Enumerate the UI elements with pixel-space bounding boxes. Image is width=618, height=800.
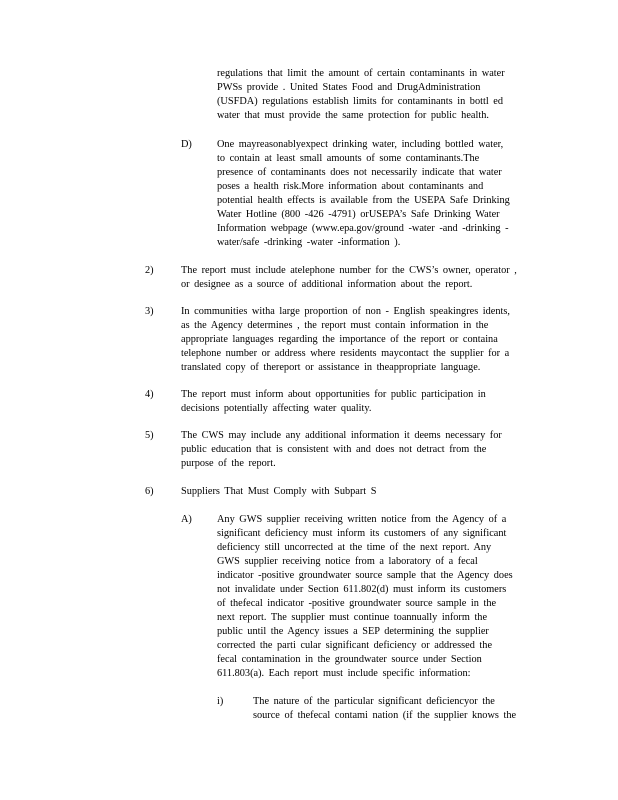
text-line: The report must include atelephone number for the CWS’s owner, operator ,: [181, 265, 517, 276]
text-line: source of thefecal contami nation (if the supplier knows the: [253, 710, 517, 721]
text-line: public until the Agency issues a SEP determining the supplier: [217, 626, 489, 637]
text-line: as the Agency determines , the report must contain information in the: [181, 320, 489, 331]
text-line: appropriate languages regarding the importance of the report or containa: [181, 334, 498, 345]
text-line: One mayreasonablyexpect drinking water, including bottled water,: [217, 139, 504, 150]
list-marker: i): [217, 696, 224, 707]
text-line: purpose of the report.: [181, 458, 276, 469]
text-line: water/safe -drinking -water -information ).: [217, 237, 401, 248]
text-line: The CWS may include any additional information it deems necessary for: [181, 430, 502, 441]
list-marker: A): [181, 514, 192, 525]
text-line: PWSs provide . United States Food and DrugAdministration: [217, 82, 481, 93]
text-line: regulations that limit the amount of certain contaminants in water: [217, 68, 505, 79]
text-line: The report must inform about opportunities for public participation in: [181, 389, 486, 400]
text-line: to contain at least small amounts of some contaminants.The: [217, 153, 480, 164]
text-line: 611.803(a). Each report must include specific information:: [217, 668, 471, 679]
text-line: Water Hotline (800 -426 -4791) orUSEPA’s Safe Drinking Water: [217, 209, 500, 220]
text-line: Information webpage (www.epa.gov/ground -water -and -drinking -: [217, 223, 509, 234]
section-heading: Suppliers That Must Comply with Subpart S: [181, 486, 377, 497]
text-line: The nature of the particular significant deficiencyor the: [253, 696, 495, 707]
text-line: translated copy of thereport or assistance in theappropriate language.: [181, 362, 481, 373]
text-line: (USFDA) regulations establish limits for contaminants in bottl ed: [217, 96, 503, 107]
list-marker: D): [181, 139, 192, 150]
text-line: poses a health risk.More information about contaminants and: [217, 181, 484, 192]
text-line: next report. The supplier must continue toannually inform the: [217, 612, 488, 623]
text-line: deficiency still uncorrected at the time of the next report. Any: [217, 542, 492, 553]
list-marker: 6): [145, 486, 154, 497]
text-line: telephone number or address where residents maycontact the supplier for a: [181, 348, 510, 359]
text-line: In communities witha large proportion of non - English speakingres idents,: [181, 306, 510, 317]
text-line: GWS supplier receiving notice from a laboratory of a fecal: [217, 556, 478, 567]
text-line: potential health effects is available from the USEPA Safe Drinking: [217, 195, 510, 206]
text-line: fecal contamination in the groundwater source under Section: [217, 654, 482, 665]
text-line: not invalidate under Section 611.802(d) must inform its customers: [217, 584, 507, 595]
text-line: of thefecal indicator -positive groundwater source sample in the: [217, 598, 497, 609]
list-marker: 4): [145, 389, 154, 400]
list-marker: 5): [145, 430, 154, 441]
text-line: public education that is consistent with and does not detract from the: [181, 444, 487, 455]
text-line: corrected the parti cular significant deficiency or addressed the: [217, 640, 493, 651]
text-line: presence of contaminants does not necessarily indicate that water: [217, 167, 502, 178]
text-line: Any GWS supplier receiving written notice from the Agency of a: [217, 514, 507, 525]
text-line: or designee as a source of additional information about the report.: [181, 279, 473, 290]
text-line: decisions potentially affecting water quality.: [181, 403, 372, 414]
list-marker: 3): [145, 306, 154, 317]
text-line: significant deficiency must inform its customers of any significant: [217, 528, 507, 539]
text-line: water that must provide the same protection for public health.: [217, 110, 489, 121]
list-marker: 2): [145, 265, 154, 276]
text-line: indicator -positive groundwater source sample that the Agency does: [217, 570, 513, 581]
